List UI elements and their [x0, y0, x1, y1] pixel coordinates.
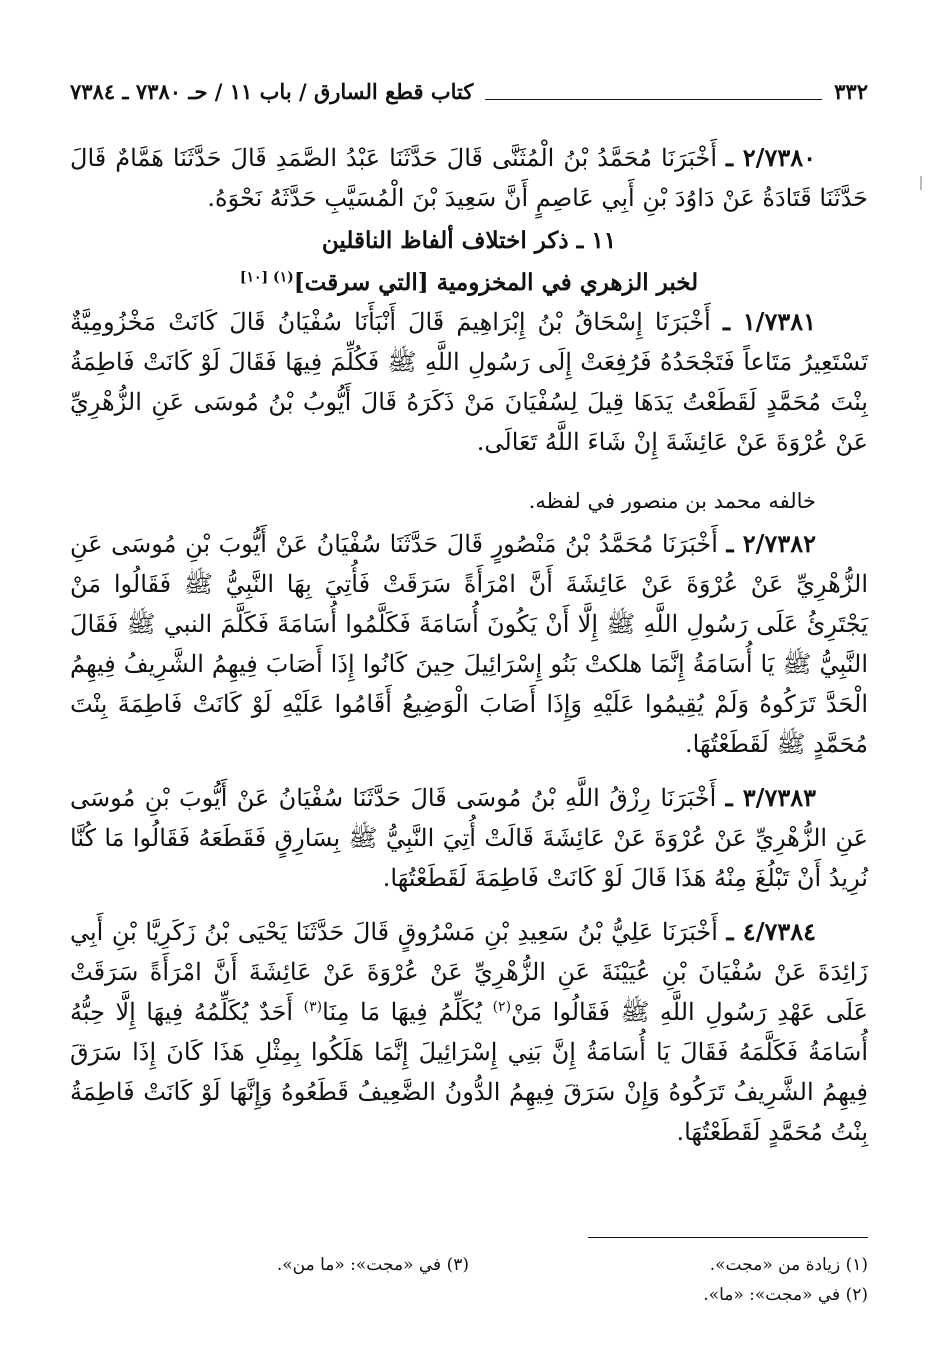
- editor-note: خالفه محمد بن منصور في لفظه.: [528, 489, 816, 513]
- paragraph-gap: [70, 898, 868, 912]
- hadith-text-part-a: أَخْبَرَنَا عَلِيُّ بْنُ سَعِيدِ بْنِ مَسْرُوقٍ قَالَ حَدَّثَنَا يَحْيَى بْنُ زَكَرِيَّا بْنِ أَبِي زَائِدَةَ عَنْ سُفْيَانَ بْنِ عُيَيْنَةَ عَنِ الزُّهْرِيِّ عَنْ عُرْوَةَ عَنْ عَائِشَةَ أَنَّ امْرَأَةً سَرَقَتْ عَلَى عَهْدِ رَسُولِ اللَّهِ ﷺ فَقَالُوا مَنْ: [70, 918, 868, 1026]
- hadith-7383: [70, 778, 868, 898]
- section-title-text: لخبر الزهري في المخزومية [التي سرقت]: [293, 269, 699, 296]
- margin-mark: [920, 176, 922, 190]
- hadith-number: ٢/٧٣٨٠ ـ: [726, 143, 816, 172]
- hadith-text-part-c: أَحَدٌ يُكَلِّمُهُ فِيهَا إِلَّا حِبُّهُ أُسَامَةُ فَكَلَّمَهُ فَقَالَ يَا أُسَامَةُ إِنَّ بَنِي إِسْرَائِيلَ إِنَّمَا هَلَكُوا بِمِثْلِ هَذَا كَانَ إِذَا سَرَقَ فِيهِمُ الشَّرِيفُ تَرَكُوهُ وَإِنْ سَرَقَ فِيهِمُ الدُّونُ الضَّعِيفُ قَطَعُوهُ وَإِنَّهَا لَوْ كَانَتْ فَاطِمَةُ بِنْتُ مُحَمَّدٍ لَقَطَعْتُهَا.: [70, 998, 868, 1146]
- footnote-3: (٣) في «مجت»: «ما من».: [276, 1255, 469, 1275]
- footnotes: [70, 1250, 868, 1310]
- footnote-row: [70, 1280, 868, 1310]
- page-number: ٣٣٢: [834, 79, 868, 104]
- footnote-mark-3: (٣): [303, 999, 323, 1015]
- running-header: [70, 78, 868, 106]
- hadith-7381: [70, 302, 868, 462]
- section-title-line-2: [70, 264, 868, 302]
- hadith-7380: [70, 138, 868, 218]
- hadith-text-part-b: يُكَلِّمُ فِيهَا مَا مِنَا: [322, 998, 483, 1026]
- footnote-1: (١) زيادة من «مجت».: [709, 1255, 868, 1275]
- hadith-text: أَخْبَرَنَا مُحَمَّدُ بْنُ مَنْصُورٍ قَالَ حَدَّثَنَا سُفْيَانُ عَنْ أَيُّوبَ بْنِ مُوسَى عَنِ الزُّهْرِيِّ عَنْ عُرْوَةَ عَنْ عَائِشَةَ أَنَّ امْرَأَةً سَرَقَتْ فَأُتِيَ بِهَا النَّبِيُّ ﷺ فَقَالُوا مَنْ يَجْتَرِئُ عَلَى رَسُولِ اللَّهِ ﷺ إِلَّا أَنْ يَكُونَ أُسَامَةَ فَكَلَّمُوا أُسَامَةَ فَكَلَّمَ النبي ﷺ فَقَالَ النَّبِيُّ ﷺ يَا أُسَامَةُ إِنَّمَا هلكتْ بَنُو إِسْرَائِيلَ حِينَ كَانُوا إِذَا أَصَابَ فِيهِمُ الشَّرِيفُ فِيهِمُ الْحَدَّ تَرَكُوهُ وَلَمْ يُقِيمُوا عَلَيْهِ وَإِذَا أَصَابَ الْوَضِيعُ أَقَامُوا عَلَيْهِ لَوْ كَانَتْ فَاطِمَةَ بِنْتَ مُحَمَّدٍ ﷺ لَقَطَعْتُهَا.: [70, 530, 868, 758]
- hadith-number: ٢/٧٣٨٢ ـ: [726, 529, 816, 558]
- paragraph-gap: [70, 764, 868, 778]
- footnote-rule: [588, 1237, 868, 1238]
- hadith-text: أَخْبَرَنَا رِزْقُ اللَّهِ بْنُ مُوسَى قَالَ حَدَّثَنَا سُفْيَانُ عَنْ أَيُّوبَ بْنِ مُوسَى عَنِ الزُّهْرِيِّ عَنْ عُرْوَةَ عَنْ عَائِشَةَ قَالَتْ أُتِيَ النَّبِيُّ ﷺ بِسَارِقٍ فَقَطَعَهُ فَقَالُوا مَا كُنَّا نُرِيدُ أَنْ تَبْلُغَ مِنْهُ هَذَا قَالَ لَوْ كَانَتْ فَاطِمَةَ لَقَطَعْتُهَا.: [70, 784, 868, 892]
- section-title-line-1: ١١ ـ ذكر اختلاف ألفاظ الناقلين: [321, 227, 617, 254]
- hadith-7384: [70, 912, 868, 1152]
- hadith-number: ١/٧٣٨١ ـ: [722, 307, 816, 336]
- footnote-row: [70, 1250, 868, 1280]
- hadith-text: أَخْبَرَنَا إِسْحَاقُ بْنُ إِبْرَاهِيمَ قَالَ أَنْبَأَنَا سُفْيَانُ قَالَ كَانَتْ مَخْزُومِيَّةٌ تَسْتَعِيرُ مَتَاعاً فَتَجْحَدُهُ فَرُفِعَتْ إِلَى رَسُولِ اللَّهِ ﷺ فَكُلِّمَ فِيهَا فَقَالَ لَوْ كَانَتْ فَاطِمَةُ بِنْتَ مُحَمَّدٍ لَقَطَعْتُ يَدَهَا قِيلَ لِسُفْيَانَ مَنْ ذَكَرَهُ قَالَ أَيُّوبُ بْنُ مُوسَى عَنِ الزُّهْرِيِّ عَنْ عُرْوَةَ عَنْ عَائِشَةَ إِنْ شَاءَ اللَّهُ تَعَالَى.: [70, 308, 868, 456]
- hadith-text: أَخْبَرَنَا مُحَمَّدُ بْنُ الْمُثَنَّى قَالَ حَدَّثَنَا عَبْدُ الصَّمَدِ قَالَ حَدَّثَنَا هَمَّامٌ قَالَ حَدَّثَنَا قَتَادَةُ عَنْ دَاوُدَ بْنِ أَبِي عَاصِمٍ أَنَّ سَعِيدَ بْنَ الْمُسَيَّبِ حَدَّثَهُ نَحْوَهُ.: [70, 144, 868, 212]
- hadith-7382: [70, 524, 868, 764]
- running-title: كتاب قطع السارق / باب ١١ / حـ ٧٣٨٠ ـ ٧٣٨٤: [70, 79, 474, 104]
- main-text: [70, 138, 868, 1152]
- hadith-number: ٣/٧٣٨٣ ـ: [725, 783, 816, 812]
- footnote-2: (٢) في «مجت»: «ما».: [703, 1285, 868, 1305]
- section-title-marks: (١) [١٠]: [239, 269, 294, 286]
- header-rule: [485, 99, 822, 100]
- footnote-mark-2: (٢): [492, 999, 512, 1015]
- hadith-number: ٤/٧٣٨٤ ـ: [726, 917, 817, 946]
